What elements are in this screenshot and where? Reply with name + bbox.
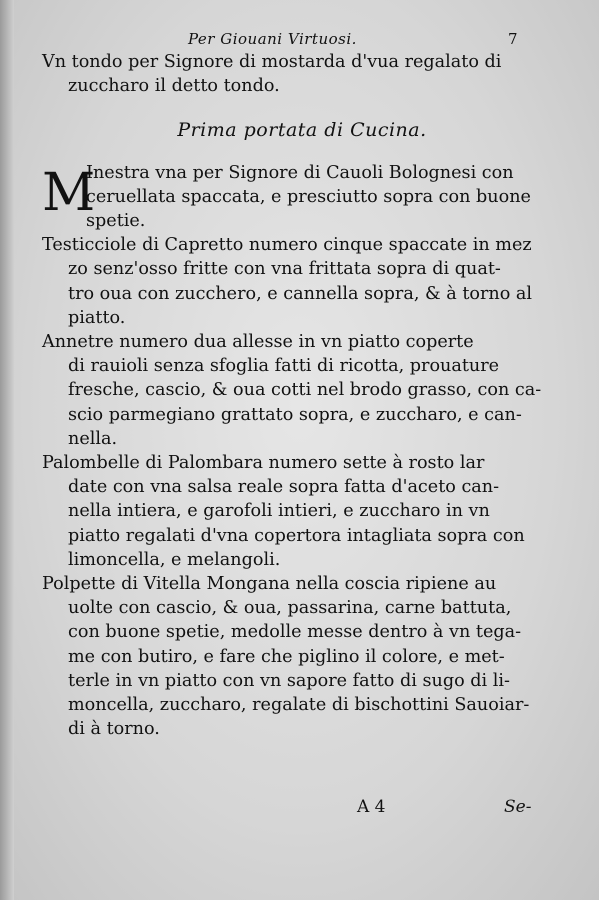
signature-mark: A 4 bbox=[357, 797, 386, 817]
text-line: terle in vn piatto con vn sapore fatto di sugo di li- bbox=[68, 670, 510, 691]
text-line: tro oua con zucchero, e cannella sopra, & à torno al bbox=[68, 283, 533, 304]
text-line: piatto regalati d'vna copertora intagliata sopra con bbox=[68, 525, 525, 546]
section-title: Prima portata di Cucina. bbox=[177, 119, 427, 142]
text-line: moncella, zuccharo, regalate di bischottini Sauoiar- bbox=[68, 695, 530, 716]
page-gutter-shadow bbox=[0, 0, 14, 900]
text-line: nella intiera, e garofoli intieri, e zuccharo in vn bbox=[68, 501, 490, 522]
text-line: zo senz'osso fritte con vna frittata sopra di quat- bbox=[68, 259, 501, 280]
text-line: Annetre numero dua allesse in vn piatto coperte bbox=[42, 332, 474, 353]
text-line: fresche, cascio, & oua cotti nel brodo grasso, con ca- bbox=[68, 380, 542, 401]
text-line: con buone spetie, medolle messe dentro à vn tega- bbox=[68, 622, 522, 643]
paragraph-testicciole bbox=[42, 233, 562, 330]
text-line: Palombelle di Palombara numero sette à rosto lar bbox=[42, 453, 485, 474]
drop-cap: M bbox=[42, 162, 96, 223]
text-line: di rauioli senza sfoglia fatti di ricotta, prouature bbox=[68, 356, 500, 377]
text-line: me con butiro, e fare che piglino il colore, e met- bbox=[68, 646, 505, 667]
catchword: Se- bbox=[504, 797, 532, 817]
text-line: uolte con cascio, & oua, passarina, carne battuta, bbox=[68, 598, 512, 619]
body-text bbox=[42, 50, 562, 741]
text-line: zuccharo il detto tondo. bbox=[68, 76, 280, 97]
text-line: scio parmegiano grattato sopra, e zuccharo, e can- bbox=[68, 404, 522, 425]
paragraph-polpette bbox=[42, 572, 562, 741]
paragraph-minestra bbox=[42, 161, 562, 234]
paragraph-annetre bbox=[42, 330, 562, 451]
text-line: piatto. bbox=[68, 307, 126, 328]
text-line: ceruellata spaccata, e presciutto sopra con buone bbox=[86, 186, 531, 207]
page-footer bbox=[0, 797, 599, 821]
text-line: di à torno. bbox=[68, 719, 160, 740]
text-line: spetie. bbox=[86, 211, 146, 232]
text-line: Vn tondo per Signore di mostarda d'vua regalato di bbox=[42, 52, 502, 72]
text-line: Testicciole di Capretto numero cinque spaccate in mez bbox=[42, 235, 532, 256]
text-line: Polpette di Vitella Mongana nella coscia ripiene au bbox=[42, 574, 497, 595]
page-number: 7 bbox=[508, 30, 519, 48]
text-line: limoncella, e melangoli. bbox=[68, 549, 281, 570]
paragraph-palombelle bbox=[42, 451, 562, 572]
text-line: nella. bbox=[68, 428, 118, 449]
opening-entry bbox=[42, 50, 562, 98]
text-line: date con vna salsa reale sopra fatta d'aceto can- bbox=[68, 477, 500, 498]
text-line: Inestra vna per Signore di Cauoli Bolognesi con bbox=[86, 162, 514, 183]
running-title: Per Giouani Virtuosi. bbox=[188, 30, 357, 48]
